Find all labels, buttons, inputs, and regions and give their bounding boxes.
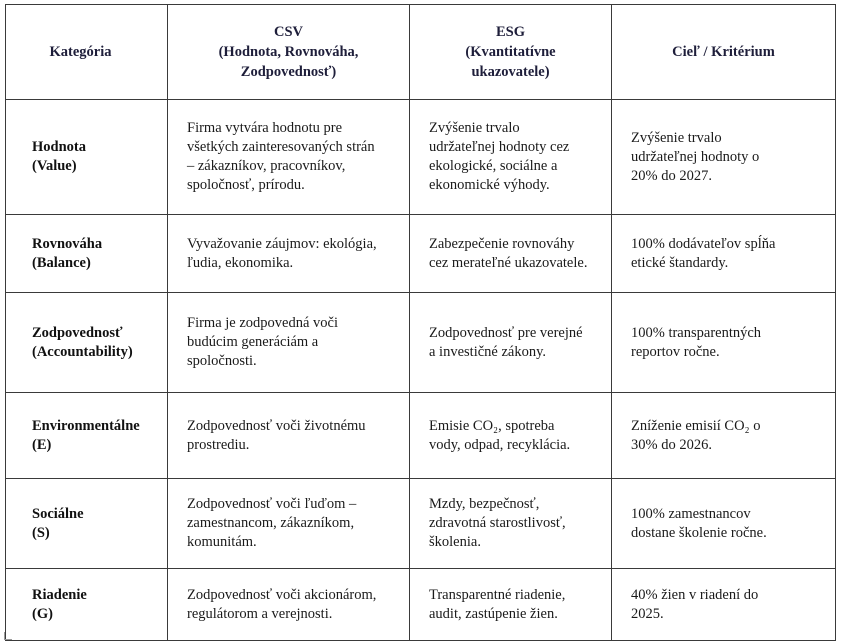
category-line: Environmentálne	[32, 417, 140, 434]
category-cell	[6, 393, 168, 479]
esg-cell	[410, 215, 612, 293]
table-row	[6, 100, 836, 215]
goal-cell	[612, 100, 836, 215]
table-row	[6, 393, 836, 479]
csv-line: Zodpovednosť voči akcionárom,	[187, 586, 377, 603]
goal-line: 100% zamestnancov	[631, 505, 751, 522]
goal-line: Zníženie emisií CO₂ o	[631, 417, 761, 434]
csv-line: ľudia, ekonomika.	[187, 254, 294, 271]
csv-line: Firma je zodpovedná voči	[187, 315, 338, 331]
goal-line: 2025.	[631, 605, 664, 622]
esg-cell	[410, 479, 612, 569]
header-csv-line: Zodpovednosť)	[240, 64, 337, 80]
category-line: (Balance)	[32, 254, 91, 271]
csv-cell	[168, 215, 410, 293]
csv-line: všetkých zainteresovaných strán	[187, 139, 375, 155]
header-csv-line: CSV	[273, 24, 303, 40]
csv-line: regulátorom a verejnosti.	[187, 605, 333, 622]
category-cell	[6, 100, 168, 215]
header-esg-line: ukazovatele)	[471, 64, 550, 80]
esg-line: Mzdy, bezpečnosť,	[429, 496, 540, 512]
csv-cell	[168, 569, 410, 641]
csv-cell	[168, 393, 410, 479]
esg-line: udržateľnej hodnoty cez	[429, 139, 570, 155]
esg-line: Zvýšenie trvalo	[429, 120, 520, 136]
goal-line: 40% žien v riadení do	[631, 586, 759, 603]
esg-cell	[410, 393, 612, 479]
category-cell	[6, 569, 168, 641]
esg-line: ekologické, sociálne a	[429, 158, 558, 174]
category-cell	[6, 293, 168, 393]
table-body	[6, 100, 836, 641]
goal-line: udržateľnej hodnoty o	[631, 148, 760, 165]
esg-cell	[410, 293, 612, 393]
csv-line: zamestnancom, zákazníkom,	[187, 515, 355, 531]
esg-line: školenia.	[429, 534, 481, 550]
csv-line: Vyvažovanie záujmov: ekológia,	[187, 235, 377, 252]
csv-line: spoločnosti.	[187, 353, 257, 369]
category-line: (E)	[32, 436, 52, 453]
esg-line: vody, odpad, recyklácia.	[429, 436, 571, 453]
esg-line: audit, zastúpenie žien.	[429, 605, 558, 622]
csv-line: Zodpovednosť voči životnému	[187, 417, 366, 434]
header-goal-line: Cieľ / Kritérium	[672, 44, 775, 60]
header-csv-line: (Hodnota, Rovnováha,	[218, 44, 359, 60]
goal-line: reportov ročne.	[631, 343, 720, 360]
header-esg	[410, 5, 612, 100]
category-line: Zodpovednosť	[32, 324, 123, 341]
csv-cell	[168, 293, 410, 393]
csv-line: spoločnosť, prírodu.	[187, 177, 305, 193]
goal-cell	[612, 569, 836, 641]
category-line: (S)	[32, 524, 50, 541]
header-goal	[612, 5, 836, 100]
category-cell	[6, 479, 168, 569]
esg-line: a investičné zákony.	[429, 343, 547, 360]
csv-line: prostrediu.	[187, 436, 250, 453]
corner-mark-icon	[4, 632, 12, 640]
esg-line: Zabezpečenie rovnováhy	[429, 235, 575, 252]
category-line: (G)	[32, 605, 53, 622]
goal-line: dostane školenie ročne.	[631, 524, 767, 541]
esg-line: cez merateľné ukazovatele.	[429, 254, 588, 271]
goal-cell	[612, 215, 836, 293]
category-line: Riadenie	[32, 586, 87, 603]
table-header	[6, 5, 836, 100]
goal-line: Zvýšenie trvalo	[631, 129, 722, 146]
header-row	[6, 5, 836, 100]
category-line: (Accountability)	[32, 343, 133, 360]
goal-cell	[612, 393, 836, 479]
table-row	[6, 569, 836, 641]
goal-line: 100% transparentných	[631, 324, 762, 341]
goal-line: 30% do 2026.	[631, 436, 712, 453]
header-category-line: Kategória	[49, 44, 112, 60]
goal-cell	[612, 293, 836, 393]
header-csv	[168, 5, 410, 100]
esg-cell	[410, 569, 612, 641]
category-line: Hodnota	[32, 139, 86, 155]
header-esg-line: ESG	[495, 24, 525, 40]
table-row	[6, 479, 836, 569]
category-cell	[6, 215, 168, 293]
csv-line: Firma vytvára hodnotu pre	[187, 120, 343, 136]
csv-cell	[168, 100, 410, 215]
goal-line: 100% dodávateľov spĺňa	[631, 235, 776, 252]
esg-line: ekonomické výhody.	[429, 177, 550, 193]
csv-line: komunitám.	[187, 534, 257, 550]
header-esg-line: (Kvantitatívne	[465, 44, 556, 60]
goal-line: etické štandardy.	[631, 254, 729, 271]
esg-line: Transparentné riadenie,	[429, 586, 566, 603]
goal-cell	[612, 479, 836, 569]
csv-line: budúcim generáciám a	[187, 334, 319, 350]
esg-line: Emisie CO₂, spotreba	[429, 417, 555, 434]
esg-line: zdravotná starostlivosť,	[429, 515, 566, 531]
csv-line: Zodpovednosť voči ľuďom –	[187, 496, 357, 512]
csv-line: – zákazníkov, pracovníkov,	[187, 158, 346, 174]
table-row	[6, 293, 836, 393]
esg-line: Zodpovednosť pre verejné	[429, 324, 583, 341]
category-line: Sociálne	[32, 505, 84, 522]
csv-cell	[168, 479, 410, 569]
esg-cell	[410, 100, 612, 215]
table-row	[6, 215, 836, 293]
csv-esg-table	[5, 4, 836, 641]
category-line: Rovnováha	[32, 235, 103, 252]
goal-line: 20% do 2027.	[631, 167, 712, 184]
header-category	[6, 5, 168, 100]
category-line: (Value)	[32, 158, 77, 174]
